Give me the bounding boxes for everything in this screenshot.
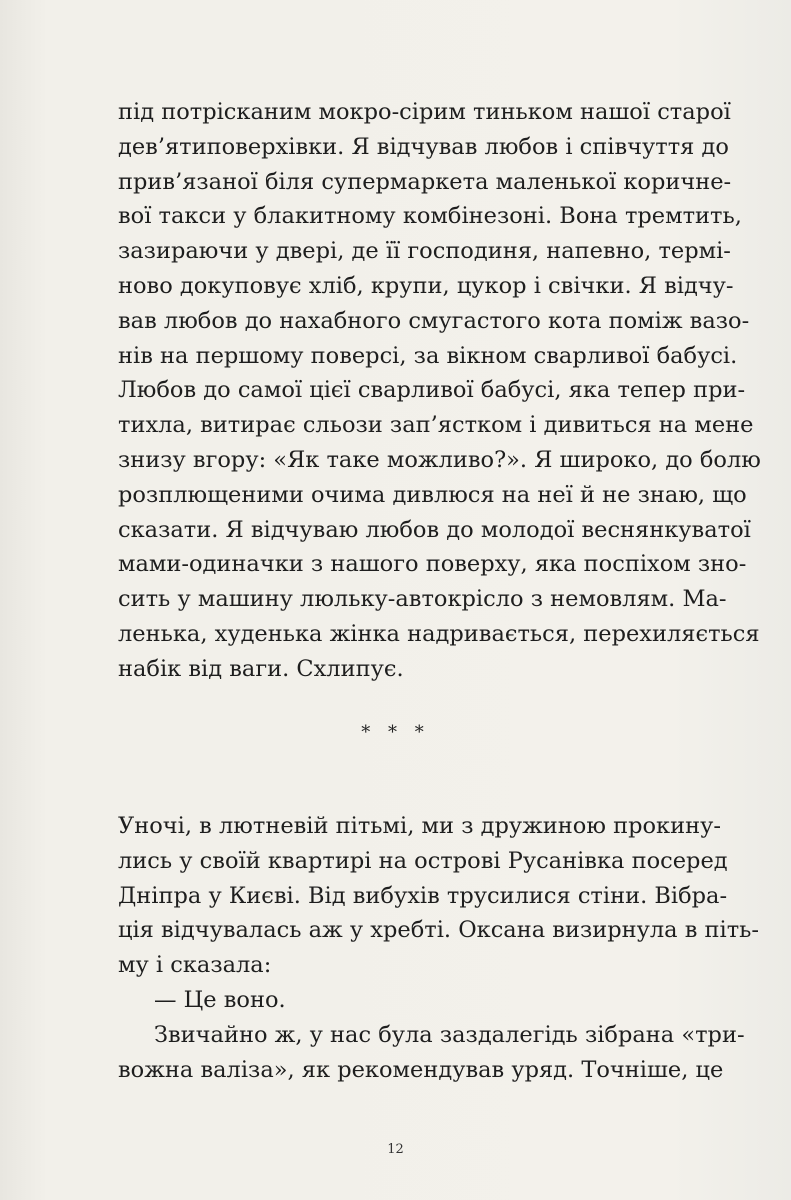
text-line: дев’ятиповерхівки. Я відчував любов і співчуття до (118, 133, 729, 160)
text-line: набік від ваги. Схлипує. (118, 655, 404, 682)
dialogue-line: — Це воно. (154, 986, 286, 1013)
text-line: ленька, худенька жінка надривається, перехиляється (118, 620, 760, 647)
page-number: 12 (387, 1142, 404, 1157)
text-line: під потрісканим мокро-сірим тиньком нашої старої (118, 99, 731, 125)
text-line: сить у машину люльку-автокрісло з немовлям. Ма- (118, 586, 727, 613)
text-line: сказати. Я відчуваю любов до молодої веснянкуватої (118, 516, 751, 543)
text-line: му і сказала: (118, 952, 272, 979)
text-line: вожна валіза», як рекомендував уряд. Точніше, це (118, 1056, 724, 1083)
text-line: мами-одиначки з нашого поверху, яка поспіхом зно- (118, 551, 747, 578)
text-line: лись у своїй квартирі на острові Русанівка посеред (118, 847, 728, 874)
section-separator: * * * (361, 722, 430, 743)
text-line: Звичайно ж, у нас була заздалегідь зібрана «три- (154, 1021, 745, 1048)
text-line: нів на першому поверсі, за вікном сварливої бабусі. (118, 342, 738, 369)
text-line: прив’язаної біля супермаркета маленької коричне- (118, 168, 732, 195)
text-line: знизу вгору: «Як таке можливо?». Я широко, до болю (118, 446, 761, 473)
text-line: вої такси у блакитному комбінезоні. Вона тремтить, (118, 203, 742, 230)
text-line: вав любов до нахабного смугастого кота поміж вазо- (118, 307, 750, 334)
paragraph-continued (118, 95, 761, 687)
text-line: ново докуповує хліб, крупи, цукор і свічки. Я відчу- (118, 272, 734, 299)
text-line: Любов до самої цієї сварливої бабусі, яка тепер при- (118, 377, 746, 404)
text-line: тихла, витирає сльози зап’ястком і дивиться на мене (118, 412, 754, 439)
text-line: ція відчувалась аж у хребті. Оксана визирнула в піть- (118, 917, 760, 944)
text-line: Дніпра у Києві. Від вибухів трусилися стіни. Вібра- (118, 882, 728, 909)
text-line: зазираючи у двері, де її господиня, напевно, термі- (118, 238, 731, 265)
paragraph-new-section (118, 809, 760, 1087)
text-line: Уночі, в лютневій пітьмі, ми з дружиною прокину- (118, 813, 721, 839)
text-line: розплющеними очима дивлюся на неї й не знаю, що (118, 481, 747, 508)
